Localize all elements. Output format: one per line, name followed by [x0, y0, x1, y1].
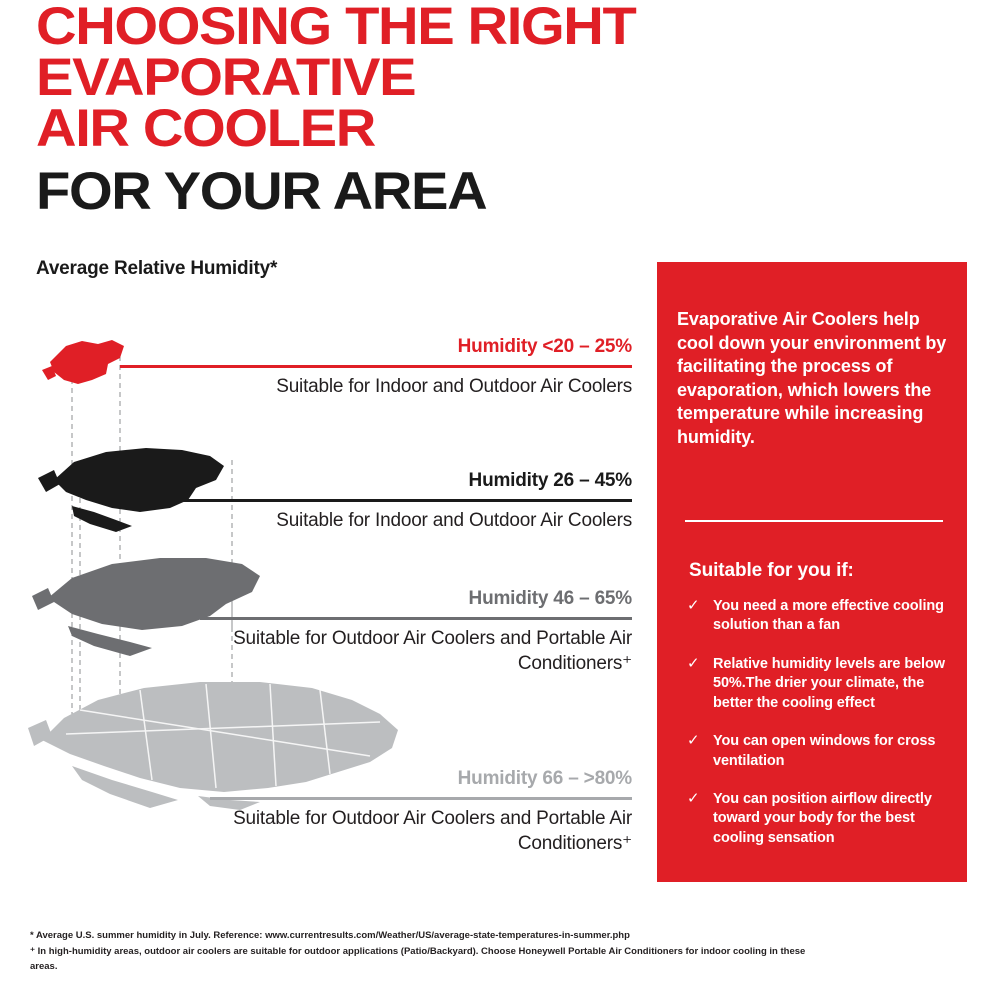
headline-line-4: FOR YOUR AREA: [36, 161, 487, 221]
tier-desc-4: Suitable for Outdoor Air Coolers and Portable Air Conditioners⁺: [233, 808, 632, 854]
list-item: [687, 732, 952, 771]
list-item: [687, 655, 952, 713]
headline-line-1: CHOOSING THE RIGHT: [36, 0, 636, 56]
list-item: [687, 790, 952, 848]
map-tier-red: [42, 340, 124, 384]
headline-line-3: AIR COOLER: [36, 98, 375, 158]
tier-row-2: [180, 470, 632, 534]
check-icon: ✓: [687, 654, 700, 672]
tier-title-1: Humidity <20 – 25%: [457, 336, 632, 357]
tier-desc-2: Suitable for Indoor and Outdoor Air Coolers: [276, 510, 632, 531]
check-icon: ✓: [687, 597, 700, 614]
tier-title-3: Humidity 46 – 65%: [468, 588, 632, 609]
tier-row-1: [120, 336, 632, 400]
list-item: [687, 597, 952, 636]
check-icon: ✓: [687, 789, 700, 807]
tier-row-3: [200, 588, 632, 676]
list-item-label: You can position airflow directly toward your body for the best cooling sensation: [713, 790, 932, 846]
footnote-1: * Average U.S. summer humidity in July. Reference: www.currentresults.com/Weather/US/average-state-temperatures-in-summer.php: [30, 930, 630, 942]
suitability-checklist: [687, 597, 952, 867]
tier-desc-1: Suitable for Indoor and Outdoor Air Coolers: [276, 376, 632, 397]
section-subtitle: Average Relative Humidity*: [36, 258, 278, 279]
tier-title-4: Humidity 66 – >80%: [457, 768, 632, 789]
panel-subtitle: Suitable for you if:: [689, 560, 854, 581]
list-item-label: You need a more effective cooling solution than a fan: [713, 598, 944, 634]
tier-title-2: Humidity 26 – 45%: [468, 470, 632, 491]
list-item-label: You can open windows for cross ventilation: [713, 733, 936, 769]
tier-row-4: [210, 768, 632, 856]
footnotes: [30, 928, 830, 974]
info-panel: [657, 262, 967, 882]
page-title: [36, 0, 696, 221]
headline-line-2: EVAPORATIVE: [36, 47, 416, 107]
panel-intro-text: Evaporative Air Coolers help cool down your environment by facilitating the process of evaporation, which lowers the temperature while increasing humidity.: [677, 309, 947, 447]
panel-divider: [685, 520, 943, 522]
tier-desc-3: Suitable for Outdoor Air Coolers and Portable Air Conditioners⁺: [233, 628, 632, 674]
list-item-label: Relative humidity levels are below 50%.The drier your climate, the better the cooling effect: [713, 655, 945, 711]
check-icon: ✓: [687, 732, 700, 750]
footnote-2: ⁺ In high-humidity areas, outdoor air coolers are suitable for outdoor applications (Patio/Backyard). Choose Honeywell Portable Air Conditioners for indoor cooling in these areas.: [30, 945, 806, 972]
